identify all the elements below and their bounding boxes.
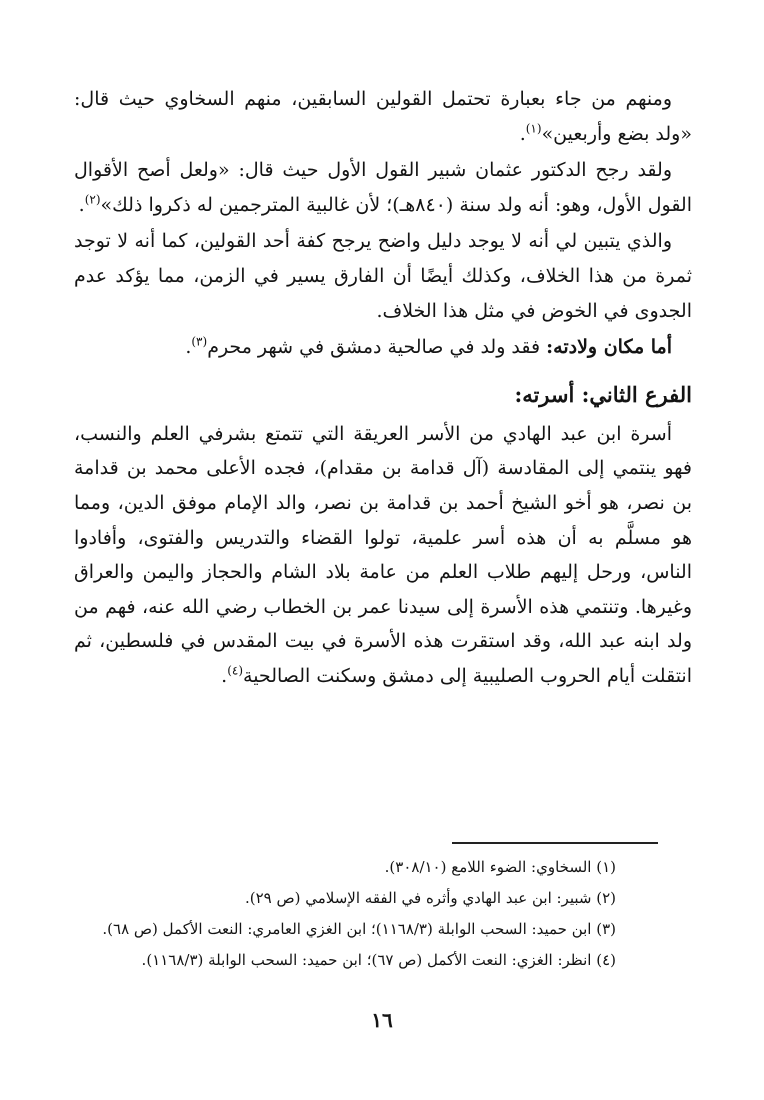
paragraph-sakhawi: [74, 82, 692, 151]
footnote-ref-4[interactable]: (٤): [227, 663, 244, 678]
paragraph-opinion: [74, 224, 692, 328]
footnote-2: (٢) شبير: ابن عبد الهادي وأثره في الفقه الإسلامي (ص ٢٩).: [244, 889, 616, 907]
footnote-divider: [452, 842, 658, 844]
footnote-ref-3[interactable]: (٣): [191, 334, 208, 349]
paragraph-text: ومنهم من جاء بعبارة تحتمل القولين السابقين، منهم السخاوي حيث قال: «ولد بضع وأربعين»: [74, 88, 692, 145]
page-body: [74, 82, 692, 694]
paragraph-family: [74, 417, 692, 694]
footnote-1: (١) السخاوي: الضوء اللامع (٣٠٨/١٠).: [384, 858, 616, 876]
paragraph-end: .: [519, 122, 526, 145]
paragraph-end: .: [221, 664, 228, 687]
paragraph-text: أسرة ابن عبد الهادي من الأسر العريقة التي تتمتع بشرفي العلم والنسب، فهو ينتمي إلى المقادسة (آل قدامة بن مقدام)، فجده الأعلى محمد بن قدامة بن نصر، هو أخو الشيخ أحمد بن قدامة بن نصر، والد الإمام موفق الدين، ومما هو مسلَّم به أن هذه أسر علمية، تولوا القضاء والتدريس والفتوى، وأفادوا الناس، ورحل إليهم طلاب العلم من عامة بلاد الشام والحجاز واليمن والعراق وغيرها. وتنتمي هذه الأسرة إلى سيدنا عمر بن الخطاب رضي الله عنه، فهم من ولد ابنه عبد الله، وقد استقرت هذه الأسرة في بيت المقدس في فلسطين، ثم انتقلت أيام الحروب الصليبية إلى دمشق وسكنت الصالحية: [74, 422, 692, 687]
birthplace-label: أما مكان ولادته:: [546, 336, 672, 359]
paragraph-text: والذي يتبين لي أنه لا يوجد دليل واضح يرجح كفة أحد القولين، كما أنه لا توجد ثمرة من هذا الخلاف، وكذلك أيضًا أن الفارق يسير في الزمن، مما يؤكد عدم الجدوى في الخوض في مثل هذا الخلاف.: [74, 230, 692, 322]
paragraph-birthplace: [74, 330, 692, 365]
section-heading: الفرع الثاني: أسرته:: [514, 381, 692, 407]
paragraph-text: فقد ولد في صالحية دمشق في شهر محرم: [207, 336, 541, 359]
footnote-ref-2[interactable]: (٢): [84, 192, 101, 207]
footnote-ref-1[interactable]: (١): [525, 121, 542, 136]
footnote-3: (٣) ابن حميد: السحب الوابلة (١١٦٨/٣)؛ ابن الغزي العامري: النعت الأكمل (ص ٦٨).: [102, 920, 616, 938]
paragraph-end: .: [185, 336, 192, 359]
footnote-4: (٤) انظر: الغزي: النعت الأكمل (ص ٦٧)؛ ابن حميد: السحب الوابلة (١١٦٨/٣).: [141, 951, 616, 969]
paragraph-end: .: [78, 193, 85, 216]
paragraph-shubair: [74, 153, 692, 222]
footnotes: [100, 852, 616, 976]
paragraph-text: ولقد رجح الدكتور عثمان شبير القول الأول حيث قال: «ولعل أصح الأقوال القول الأول، وهو: أنه ولد سنة (٨٤٠هـ)؛ لأن غالبية المترجمين له ذكروا ذلك»: [74, 159, 692, 216]
page-number: ١٦: [371, 1008, 393, 1032]
